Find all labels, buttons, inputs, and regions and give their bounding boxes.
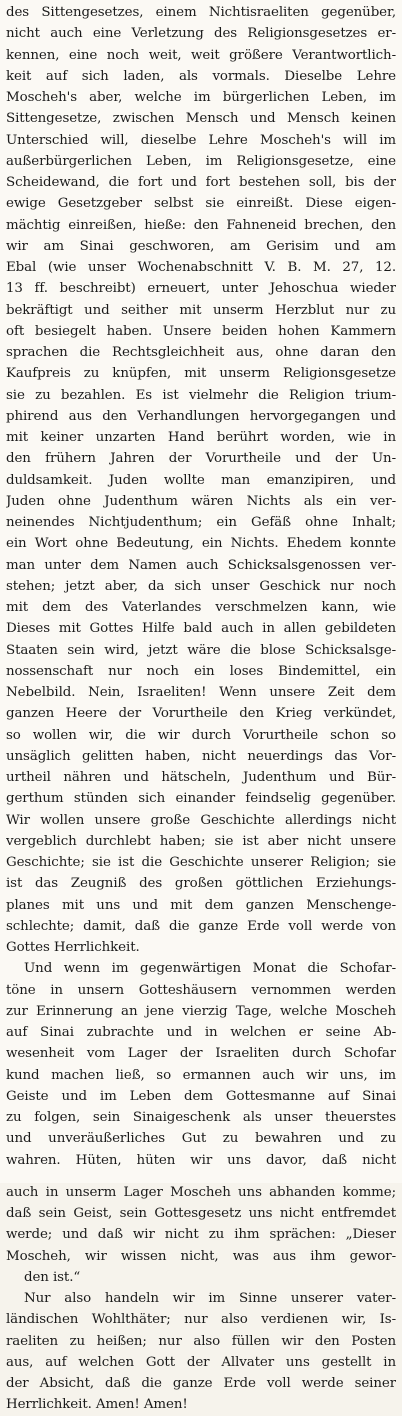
text-line: urtheil nähren und hätscheln, Judenthum und Bür- bbox=[6, 770, 396, 785]
text-line: zu folgen, sein Sinaigeschenk als unser theuerstes bbox=[6, 1110, 396, 1125]
text-line: nossenschaft nur noch ein loses Bindemittel, ein bbox=[6, 663, 396, 679]
text-line: wesenheit vom Lager der Israeliten durch Schofar bbox=[6, 1046, 396, 1062]
text-line: ländischen Wohlthäter; nur also verdienen wir, Is- bbox=[6, 1312, 396, 1328]
text-line: kund machen ließ, so ermannen auch wir uns, im bbox=[6, 1067, 396, 1083]
text-line: werde; und daß wir nicht zu ihm sprächen: „Dieser bbox=[6, 1227, 396, 1243]
text-line: Geschichte; sie ist die Geschichte unserer Religion; sie bbox=[6, 855, 396, 870]
text-line: den ist.“ bbox=[24, 1269, 81, 1285]
text-line: wahren. Hüten, hüten wir uns davor, daß nicht bbox=[6, 1152, 396, 1168]
text-line: Wir wollen unsere große Geschichte allerdings nicht bbox=[6, 812, 396, 828]
text-line: Sittengesetze, zwischen Mensch und Mensch keinen bbox=[6, 111, 396, 127]
text-line: der Absicht, daß die ganze Erde voll werde seiner bbox=[6, 1376, 396, 1391]
text-line: Unterschied will, dieselbe Lehre Moscheh's will im bbox=[6, 132, 396, 148]
text-line: Moscheh, wir wissen nicht, was aus ihm gewor- bbox=[6, 1248, 396, 1264]
text-line: unsäglich gelitten haben, nicht neuerdings das Vor- bbox=[6, 748, 396, 764]
text-line: aus, auf welchen Gott der Allvater uns gestellt in bbox=[6, 1354, 396, 1370]
text-line: Geiste und im Leben dem Gottesmanne auf Sinai bbox=[6, 1088, 396, 1104]
text-line: töne in unsern Gotteshäusern vernommen werden bbox=[6, 982, 396, 998]
text-line: kennen, eine noch weit, weit größere Verantwortlich- bbox=[6, 47, 396, 63]
text-line: ewige Gesetzgeber selbst sie einreißt. Diese eigen- bbox=[6, 196, 396, 212]
text-line: gerthum stünden sich einander feindselig gegenüber. bbox=[6, 791, 396, 807]
text-line: den frühern Jahren der Vorurtheile und der Un- bbox=[6, 451, 396, 467]
text-line: keit auf sich laden, als vormals. Dieselbe Lehre bbox=[6, 68, 396, 84]
text-line: Scheidewand, die fort und fort bestehen soll, bis der bbox=[6, 175, 396, 190]
text-line: Juden ohne Judenthum wären Nichts als ein ver- bbox=[6, 493, 396, 509]
text-line: Gottes Herrlichkeit. bbox=[6, 940, 140, 955]
text-line: so wollen wir, die wir durch Vorurtheile schon so bbox=[6, 727, 396, 743]
text-line: 13 ff. beschreibt) erneuert, unter Jehoschua wieder bbox=[6, 281, 396, 297]
text-line: phirend aus den Verhandlungen hervorgegangen und bbox=[6, 408, 396, 424]
text-line: daß sein Geist, sein Gottesgesetz uns nicht entfremdet bbox=[6, 1206, 396, 1221]
text-line: raeliten zu heißen; nur also füllen wir den Posten bbox=[6, 1333, 396, 1349]
text-line: Moscheh's aber, welche im bürgerlichen Leben, im bbox=[6, 90, 396, 105]
text-line: Und wenn im gegenwärtigen Monat die Schofar- bbox=[24, 961, 396, 977]
text-line: mit dem des Vaterlandes verschmelzen kann, wie bbox=[6, 600, 396, 615]
text-line: Nebelbild. Nein, Israeliten! Wenn unsere Zeit dem bbox=[6, 685, 396, 700]
text-line: sprachen die Rechtsgleichheit aus, ohne daran den bbox=[6, 345, 396, 360]
text-line: sie zu bezahlen. Es ist vielmehr die Religion trium- bbox=[6, 387, 396, 403]
paragraph-3 bbox=[6, 1288, 396, 1416]
text-line: duldsamkeit. Juden wollte man emanzipiren, und bbox=[6, 472, 396, 488]
text-line: des Sittengesetzes, einem Nichtisraeliten gegenüber, bbox=[6, 5, 396, 20]
text-line: ganzen Heere der Vorurtheile den Krieg verkündet, bbox=[6, 706, 396, 722]
text-line: Dieses mit Gottes Hilfe bald auch in allen gebildeten bbox=[6, 621, 396, 637]
text-line: schlechte; damit, daß die ganze Erde voll werde von bbox=[6, 918, 396, 934]
text-line: auf Sinai zubrachte und in welchen er seine Ab- bbox=[6, 1025, 396, 1040]
text-line: wir am Sinai geschworen, am Gerisim und am bbox=[6, 238, 396, 254]
text-line: außerbürgerlichen Leben, im Religionsgesetze, eine bbox=[6, 153, 396, 169]
text-line: mächtig einreißen, hieße: den Fahneneid brechen, den bbox=[6, 217, 396, 233]
paragraph-2 bbox=[6, 958, 396, 1288]
text-line: oft besiegelt haben. Unsere beiden hohen Kammern bbox=[6, 323, 396, 339]
text-line: nicht auch eine Verletzung des Religionsgesetzes er- bbox=[6, 26, 396, 42]
column-break-smudge bbox=[6, 1171, 396, 1182]
text-line: stehen; jetzt aber, da sich unser Geschick nur noch bbox=[6, 578, 396, 594]
text-line: bekräftigt und seither mit unserm Herzblut nur zu bbox=[6, 302, 396, 318]
text-line: auch in unserm Lager Moscheh uns abhanden komme; bbox=[6, 1184, 396, 1200]
text-line: Ebal (wie unser Wochenabschnitt V. B. M. 27, 12. bbox=[6, 260, 396, 275]
text-line: Kaufpreis zu knüpfen, mit unserm Religionsgesetze bbox=[6, 366, 396, 382]
text-line: und unveräußerliches Gut zu bewahren und zu bbox=[6, 1131, 396, 1147]
text-line: planes mit uns und mit dem ganzen Menschenge- bbox=[6, 897, 396, 913]
text-line: Staaten sein wird, jetzt wäre die blose Schicksalsge- bbox=[6, 642, 396, 658]
text-line: ist das Zeugniß des großen göttlichen Erziehungs- bbox=[6, 876, 396, 892]
text-line: Nur also handeln wir im Sinne unserer vater- bbox=[24, 1291, 396, 1306]
text-line: vergeblich durchlebt haben; sie ist aber nicht unsere bbox=[6, 833, 396, 849]
text-line: zur Erinnerung an jene vierzig Tage, welche Moscheh bbox=[6, 1003, 396, 1019]
text-line: neinendes Nichtjudenthum; ein Gefäß ohne Inhalt; bbox=[6, 515, 396, 530]
text-line: man unter dem Namen auch Schicksalsgenossen ver- bbox=[6, 557, 396, 573]
text-line: mit keiner unzarten Hand berührt worden, wie in bbox=[6, 430, 396, 445]
text-line: Herrlichkeit. Amen! Amen! bbox=[6, 1397, 188, 1413]
text-line: ein Wort ohne Bedeutung, ein Nichts. Ehedem konnte bbox=[6, 536, 396, 552]
paragraph-1 bbox=[6, 2, 396, 958]
